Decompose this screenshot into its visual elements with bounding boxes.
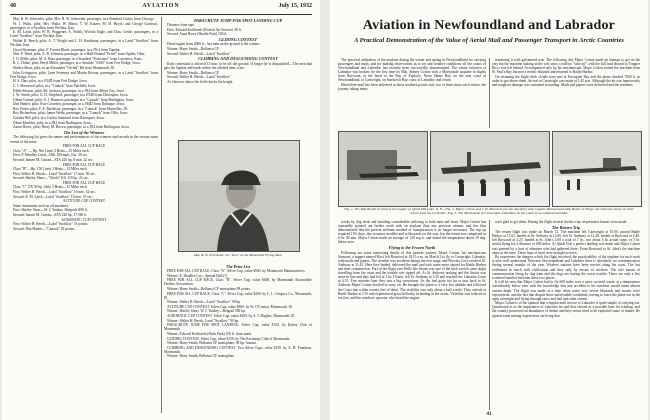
prize-entry: CLIMBING AND DESCENDING CONTEST. Two Silver Cups, value $150, by A. H. Frandson, Monmouth.: [164, 345, 312, 354]
event-result: First: Walter H. Beech—Laird "Swallow" 10 min. 52 sec.: [13, 190, 96, 195]
entry-paragraph: Don Hunter, pilot; Ewe Crowden, passenger, in a JN4D from Dubuque, Iowa.: [13, 102, 125, 107]
entry-paragraph: E. M. Laird, pilot; W. R. Waggener, A. Walsh, Wichita Eagle, and Chas. Leslie, passengers, in a Laird "Swallow" from Wichita, Kan.: [10, 30, 158, 39]
intro-column-2: [492, 58, 640, 128]
entry-paragraph: W. J. Waltz, pilot; Mrs. Waltz, W. Minor, T. W. Kutzer, M. H. Hoyle, and George Garrison, passengers, in a Swallow from Wichita, Kan.: [10, 21, 158, 30]
prize-entry: Winner: Harry Smith, Bellanca CF monoplane, 99 hp. Anzani.: [167, 341, 257, 346]
prize-list-heading: The Prize List: [225, 263, 251, 269]
contest-line: As observer above the field checks the height.: [167, 79, 234, 84]
body-column-1: [338, 220, 486, 410]
prize-entry: ACROBATIC CUP CONTEST. Silver Cup, value $200, by A. J. Hughes, Monmouth, Ill.: [167, 314, 296, 319]
body-paragraph: It will be seen that Major Cotton had to fly 600 miles over a snow covered waste, at a temperature considerably below zero with the knowledge that any accident to his machine would mean almost certain death. The flight was made at a time when some very severe blizzards and storms were experienced, and the fact that despite these unfavorable conditions, having to leave the plane out in the open overnight and flying through snow and hail and other storms.: [492, 280, 640, 301]
running-head-right: [338, 3, 640, 13]
winners-list-intro: The following list gives the names and performances of the winners and records in the various main events of the meet:: [10, 135, 158, 144]
contest-line: First: Edward Koldoseth (Portlett Air Service) 48 ft.: [167, 27, 242, 32]
entry-paragraph: Walter H. Beech, pilot; A. T. Wright and L. H. Kauffman, passengers, in a Laird "Swallow" from Wichita, Kan.: [10, 38, 158, 48]
martinsyde-hangar-photo: [338, 131, 428, 207]
intro-paragraph: On resuming the flight thick clouds were met at Porcupine Bay and the plane climbed 7000 ft. in order to get above them. Arrival at Cartwright was made at 3.45 p.m. Although the air was humorously and rough no damage was sustained in landing. Mails and papers were delivered and the residents: [492, 74, 640, 88]
entry-paragraph: H. S. Darr, pilot, in a JN4D from Fort Dodge, Iowa.: [13, 79, 88, 84]
left-column-2-top: [164, 17, 312, 137]
entry-paragraph: I. O. Riffle, pilot; M. A. Burr, passenger, in a Standard "Foursome" from Lawrence, Kans.: [13, 56, 143, 61]
contest-line: Winner: Harry Smith—Bellanca CF: [167, 70, 219, 75]
intro-paragraph: Heretofore mail has been delivered at those northern points only two or three times each winter, the journey taking many: [338, 83, 486, 92]
intro-paragraph: The practical utilization of the airplane during the winter and spring in Newfoundland for carrying passengers and mails, and for making observations as to ice and weather conditions off the coasts of Newfoundland and Labrador, has recently been successfully demonstrated. The winter isolation of Labrador was broken for the first time by Maj. Sidney Cotton with a Martynside airplane in flights from Botwood, at the head of the Bay of Exploits, Notre Dame Bay, on the east coast of Newfoundland, to Cartwright, on Sandwich Bay, coast of Labrador, and return.: [338, 58, 486, 83]
column-divider-bottom: [489, 220, 490, 410]
prize-entry: FREE FOR ALL CUP RACE, Class "C". Silver Cup, value $300, by C. L. Gregory Co., Monmouth, Ill.: [164, 291, 312, 300]
left-page: [2, 0, 320, 420]
prize-entry: ALTITUDE CUP CONTEST. Silver Cup, value $300, by W. O'Connor, Monmouth, Ill.: [167, 304, 293, 309]
contest-line: Second: Walter H. Beech—Laird "Swallow": [167, 51, 231, 56]
schroeder-portrait-photo: [178, 140, 300, 252]
event-title: ALTITUDE CUP CONTEST: [62, 199, 106, 204]
body-paragraph: weeks by dog sleds and entailing considerable suffering to both men and beast. Major Cotton has repeatedly pointed out further north with an airplane than any previous airman, and has thus demonstrated that the present airframe method of transportation is no longer necessary. The trip up required 10½ days, due to minor troubles and to blizzards on the way; but the return was completed in 6 hr. 45 min. Major Cotton made an average of 120 m.p.h. and found the temperature about 10 deg. below zero.: [338, 220, 486, 245]
entry-paragraph: R. L. Dobie, pilot; Beryl Miller, passenger, in a Ansaldo "A300" from Fort Dodge, Iowa.: [13, 61, 141, 66]
entry-paragraph: Roy Foster, pilot; F. E. Bartleson, passenger, in a "Canuck" from Marseilles, Ill.: [13, 106, 128, 111]
prize-entry: Winner: Walter H. Beech—Laird "Swallow" 90 hp.: [167, 300, 241, 305]
prize-entry: FREE FOR ALL CUP RACE, Class "B". Silver Cup, value $400, by Monmouth Automobile Dealers Association.: [164, 278, 312, 287]
event-result: Class "A" — Hp. Not Limit 3 Heats—15 Miles each.: [13, 148, 90, 153]
event-result: Class "C" OX 90 hp. Only 3 Heats—15 Miles each.: [13, 185, 88, 190]
flying-section-heading: Flying to the Frozen North: [388, 245, 436, 251]
entry-paragraph: Eddie Stinson, pilot; Ed. Jackson, passenger, in a JN4 from Albert City, Iowa.: [13, 88, 125, 93]
entry-paragraph: Maj. R. W. Schroeder, pilot; Mrs. R. W. Schroeder, passenger, in a Standard Curtiss from Chicago.: [13, 17, 155, 21]
body-column-2: [492, 220, 640, 410]
entry-paragraph: Aaron Bowe, pilot; Harry M. Brown, passenger, in a JN4 from Burlington, Iowa.: [13, 125, 130, 130]
event-title: FREE FOR ALL CUP RACE: [62, 180, 106, 185]
entry-paragraph: Wm. P. Ward, pilot; A. D. Johnson, passenger, in a Huff-Daland "Petrel" from Ogden, Ohio.: [13, 52, 146, 57]
portrait-illustration: [179, 141, 299, 251]
article-subheadline: A Practical Demonstration of the Value of Aerial Mail and Passenger Transport in Arctic Countries: [353, 37, 624, 44]
event-title: ACROBATIC CUP CONTEST: [61, 217, 107, 222]
prize-list-column: [164, 263, 312, 415]
entry-paragraph: Lloyd Stearman, pilot; F. Forrest Black, passenger, in a JN-4 from Topeka.: [13, 47, 121, 52]
body-paragraph: The return flight was made on March 12. The machine left Cartwright at 10.00, passed Battle Harbor at 11.02, landed at St. Anthony at 12.00, left St. Anthony at 12.40, landed at Botwood at 2.40. left Botwood at 3.25, landed at St. John's 5.00 a total of 7 hr., two about 3 hr. actual stops, or 5 hr. actual flying for a distance of 600 miles. At Quidi Vidi a perfect landing was made and Major Cotton was greeted by a host of admirers who had gathered there. From Botwood to St. John's the machine came at the time. These hops of mail were brought to town.: [492, 230, 640, 255]
hangar-illustration: [339, 132, 427, 206]
page-number-right: 41: [486, 412, 492, 417]
journal-title: AVIATION: [142, 3, 180, 9]
return-trip-heading: The Return Trip: [551, 224, 581, 230]
entry-paragraph: Glenn Kimbley, pilot, in a JN4 from Burlington, Iowa.: [13, 120, 92, 125]
prize-entry: FREE FOR ALL CUP RACE, Class "A". Silver Cup, value $500, by Monmouth Manufacturers.: [167, 269, 306, 274]
body-paragraph: Major Cotton is of the opinion that a regular mail service to Labrador is quite simple of carrying out. Questioned as to the importance of Labrador he said that viewed as a possible base for whaling, and the country possessed an abundance of timber and they seems need to be exploited some of timber. He quoted some mining experiences are being that: [492, 301, 640, 318]
prize-entry: Winner: Walter H. Beech, Laird "Swallow" 90 hp.: [167, 318, 240, 323]
header-rule: [10, 14, 312, 15]
intro-column-1: [338, 58, 486, 128]
running-head: [10, 3, 312, 13]
cotton-party-photo: [430, 131, 550, 207]
article-headline: Aviation in Newfoundland and Labrador: [362, 18, 616, 33]
event-result: First: Walter H. Beech—Laird "Swallow" 17 min. 56 sec.: [13, 171, 96, 176]
winners-list-heading: The List of the Winners: [63, 129, 105, 135]
contest-heading: CLIMBING AND DESCENDING CONTEST: [198, 56, 278, 62]
prize-entry: Winner: Harry Smith—Bellanca CF monoplane 99 points.: [167, 286, 251, 291]
contest-heading: PARACHUTE JUMP FOR SPOT LANDING CUP: [193, 17, 283, 23]
prize-entry: PARACHUTE JUMP FOR SPOT LANDING. Silver Cup, value $150, by Kobey Club of Monmouth.: [164, 323, 312, 332]
photos-caption: Fig. 1. The Martinsyde in front of the hangar at Quidi Vidi Lake, N. F.—Fig. 2. Major Cotton and J. H. Bonnevie (on the machine) with Captain Bennett and Alan Butler at Farge, the half-way house on their return from the ice fields—Fig. 3. The Martinsyde at Cartwright, Labrador, on the coast of an isolated Labrador: [344, 207, 634, 215]
event-result: Second: Jansen M. Curran—STA 220 hp. 8 min. 22 sec.: [13, 157, 94, 162]
entry-paragraph: Glenn Conrad, pilot; A. J. Harmon, passenger in a "Canuck" from Burlington, Iowa.: [13, 97, 134, 102]
event-result: Same instrument used on all machines.: [13, 203, 70, 208]
column-divider-top: [489, 58, 490, 128]
entry-paragraph: Gordon Hill, pilot, in a Curtiss Standard from Davenport, Iowa.: [13, 116, 105, 121]
cartwright-illustration: [553, 132, 641, 206]
event-result: Second: Jansen M. Curran—STA 220 hp. 17,560 ft.: [13, 213, 88, 218]
event-result: First: Walter H. Beech—Laird "Swallow" 31 points.: [13, 222, 89, 227]
event-result: Class "B"—Hp. 150 Limit 3 Heats—15 Miles each.: [13, 167, 88, 172]
cartwright-photo: [552, 131, 642, 207]
entry-paragraph: John Livingston, pilot; Lynn Sweeney and Martin Rowan, passengers, in a Laird "Swallow" from Fort Dodge, Iowa.: [10, 70, 158, 79]
contest-line: Dead engine from 2000 ft., last man on the ground is the winner.: [167, 42, 260, 47]
right-page: [330, 0, 648, 420]
event-result: First: F. Hendlee Laird—Hall 100 mph, 4 hr. 26 sec.: [13, 153, 89, 158]
prize-entry: Winner: Shirley Short. W. J. Yankey—Belgrad 300 hp.: [167, 309, 246, 314]
contest-line: Winner: Harry Smith—Bellanca CF: [167, 47, 219, 52]
event-title: FREE FOR ALL CUP RACE: [62, 144, 106, 149]
contest-line: Distance from spot: [167, 23, 195, 28]
column-divider: [161, 17, 162, 413]
event-result: First: Shirley Short—W. J. Yankey, Belgrade 890 ft.: [13, 208, 88, 213]
event-result: Second: E. M. Laird—Laird "Swallow" 10 min. 55 sec.: [13, 194, 93, 199]
event-title: FREE FOR ALL CUP RACE: [62, 162, 106, 167]
event-result: Second: Dan Hunter—"Canuck" 29 points.: [13, 226, 75, 231]
entry-paragraph: Roy Richardson, pilot; James Webb, passenger, in a "Canuck" from Ollie, Iowa.: [13, 111, 129, 116]
body-paragraph: Following are some interesting details of this pioneer journey. Major Cotton, his mechanician Sinnoset, a trapper named Ricci left Botwood at 10.15 a.m. on March 3 to fly to Cartwright, Labrador, with mails and papers. The weather was excellent during the first stage, and Flowers Cove reached 10. Anthony at 11.45. Here they landed, delivered the mail and took some more aboard for Battle Harbor and then continued on. Part of the flight over Belle Isle Straits was one of the slick stretch some slight travelling from the coast and the trouble was ripped off. At St. Anthony nothing and the Straits was more in line and they had left at 3 hr. 10 min. left St. Anthony at 3.45 and reached the Labrador Coast at 4.15. Five minutes later they saw a big snowstorm. As the fuel gone too far to turn back to St. Anthony Major Cotton decided to carry on. He brought the plane to a very low altitude and followed the Coast line within twenty feet of them. The visibility was only about a half a mile. They arrived at Battle Harbor at 5.10 and experienced great difficulty in landing in the storm. Visibility was reduced to ten feet, and the windows operator who heard the engine: [338, 250, 486, 300]
body-paragraph: By experience the dangers which the flight involved, the practicability of the airplane for such work is now well understood. Between Newfoundland and Labrador there is absolutely no communication during several months of the year. Wireless stations have been erected along the coast. The last settlement in touch with civilization and they only by means of wireless. The sole means of communication being by dog train and the dogs are having the worst trouble. There are only a few scattered families between these two places.: [492, 255, 640, 280]
intro-paragraph: remaining it with galvanized iron. The following day Major Cotton made an attempt to get on the way but the machine sinking in the soft snow, could no "take off" with the full load aboard so Trapper Ricci was left behind. Accompanied only by his mechanician, Major Cotton started the machine from St. Paul's Bay but met a terrific blizzard and returned to Battle Harbor.: [492, 58, 640, 75]
contest-line: Each contestant is allowed 15 min. to be off the ground. If longer he is disqualified—The men that gets the highest and lands within the allotted time, wins.: [164, 61, 312, 70]
contest-line: Second: Walter H. Beech—Laird "Swallow": [167, 75, 231, 80]
issue-date: July 15, 1932: [278, 3, 312, 9]
left-column-1: [10, 17, 158, 415]
prize-entry: Winner: E. Hendlee Lee—Spread Hall (?): [167, 273, 228, 278]
body-paragraph: were glad to get them. During the flight several shelter trips on premises houses were made.: [495, 220, 628, 224]
prize-entry: Winner: Harry Smith, Bellanca CF monoplane.: [167, 354, 235, 359]
event-result: Second: Shirley Short—"Oriole" K6, 110 hp. 22 sec.: [13, 176, 89, 181]
entry-paragraph: Shirley Short, pilot, in an Alexander "Orchid" K6 from Monmouth, Ill.: [13, 66, 115, 71]
entry-paragraph: C. I. Sherwood, pilot, in a "Canuck" from Fairfield, Iowa.: [13, 83, 97, 88]
portrait-caption: Maj. R. W. Schroeder, the "boss" of the Monmouth Flying Meet: [193, 253, 283, 257]
contest-line: Second: Anna Rowe (Hardin Park) 100 ft.: [167, 32, 228, 37]
page-number: 40: [10, 3, 16, 9]
prize-entry: Winner: Edward Koldoseth (Sloth Park) 100 ft. from mark.: [167, 331, 253, 336]
prize-entry: GLIDING CONTEST. Silver Cup, value $150, by The Exchange Club of Monmouth.: [167, 336, 291, 341]
contest-heading: GLIDING CONTEST: [218, 36, 258, 42]
entry-paragraph: J. W. Smith, pilot; G. D. Shepherd, passenger, in a JN4D from Davenport, Iowa.: [13, 93, 129, 98]
party-illustration: [431, 132, 549, 206]
